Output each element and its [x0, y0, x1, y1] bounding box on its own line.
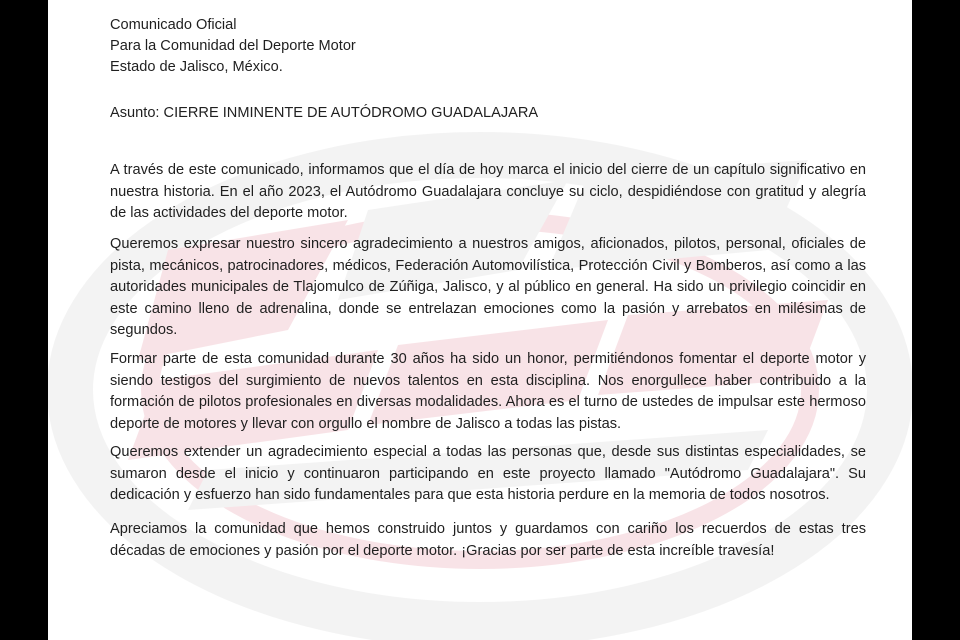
letter-page: [48, 0, 912, 640]
paragraph-closing: Apreciamos la comunidad que hemos construido juntos y guardamos con cariño los recuerdos de estas tres décadas de emociones y pasión por el deporte motor. ¡Gracias por ser parte de esta increíble travesía!: [110, 521, 866, 559]
letter-title: Comunicado Oficial: [110, 17, 237, 33]
paragraph-community: Formar parte de esta comunidad durante 30 años ha sido un honor, permitiéndonos fomentar el deporte motor y siendo testigos del surgimiento de nuevos talentos en esta disciplina. Nos enorgullece haber contribuido a la formación de pilotos profesionales en diversas modalidades. Ahora es el turno de ustedes de impulsar este hermoso deporte de motores y llevar con orgullo el nombre de Jalisco a todas las pistas.: [110, 351, 866, 432]
recipient-line: Para la Comunidad del Deporte Motor: [110, 38, 356, 54]
location-line: Estado de Jalisco, México.: [110, 59, 283, 75]
paragraph-intro: A través de este comunicado, informamos que el día de hoy marca el inicio del cierre de un capítulo significativo en nuestra historia. En el año 2023, el Autódromo Guadalajara concluye su ciclo, despidiéndose con gratitud y alegría de las actividades del deporte motor.: [110, 162, 866, 222]
paragraph-thanks: Queremos expresar nuestro sincero agradecimiento a nuestros amigos, aficionados, pilotos, personal, oficiales de pista, mecánicos, patrocinadores, médicos, Federación Automovilística, Protección Civil y Bomberos, así como a las autoridades municipales de Tlajomulco de Zúñiga, Jalisco, y al público en general. Ha sido un privilegio coincidir en este camino lleno de adrenalina, donde se entrelazan emociones como la pasión y arrebatos en milésimas de segundos.: [110, 236, 866, 339]
subject-line: Asunto: CIERRE INMINENTE DE AUTÓDROMO GUADALAJARA: [110, 105, 539, 121]
paragraph-special-thanks: Queremos extender un agradecimiento especial a todas las personas que, desde sus distintas especialidades, se sumaron desde el inicio y continuaron participando en este proyecto llamado "Autódromo Guadalajara". Su dedicación y esfuerzo han sido fundamentales para que esta historia perdure en la memoria de todos nosotros.: [110, 444, 866, 504]
